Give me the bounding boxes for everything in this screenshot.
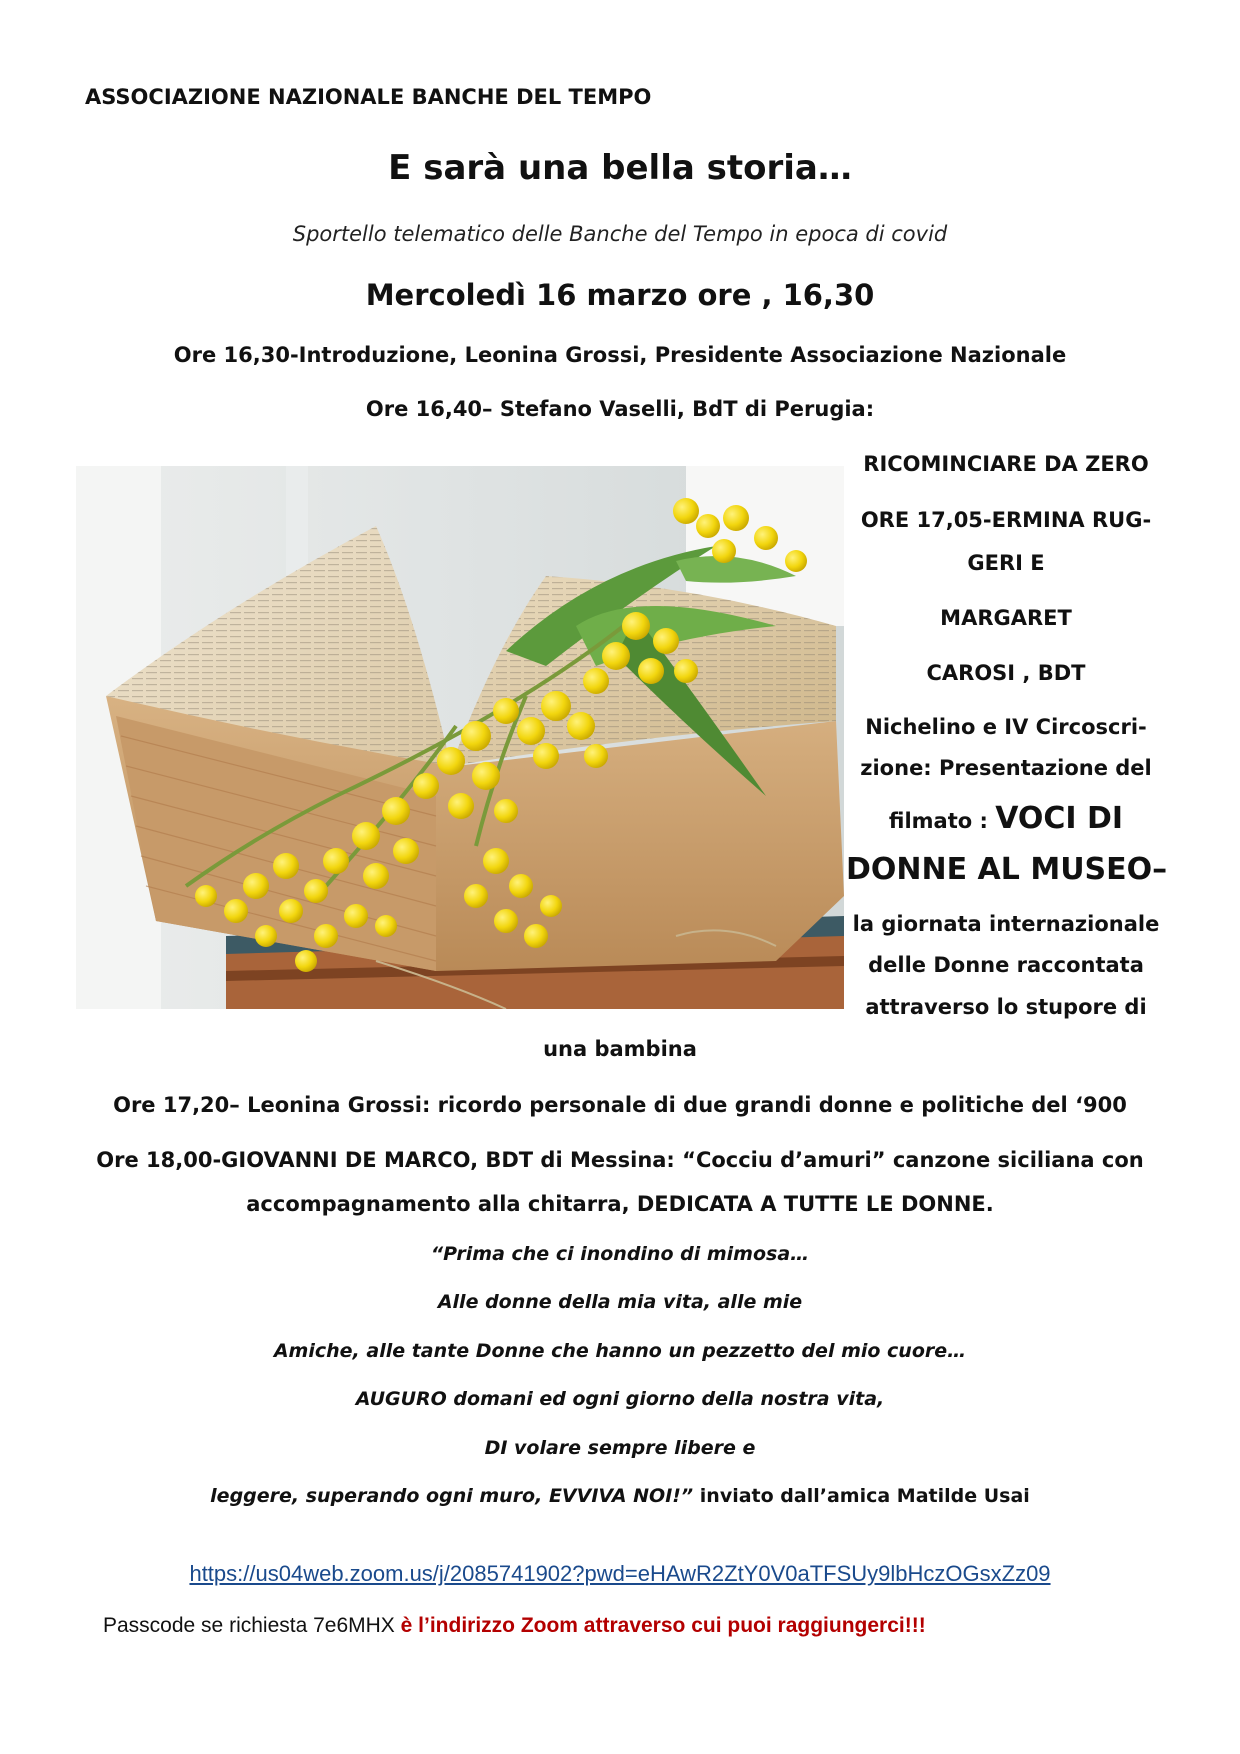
- page-title: E sarà una bella storia…: [388, 148, 852, 188]
- film-prefix: filmato :: [888, 809, 996, 833]
- film-desc-2: delle Donne raccontata: [868, 953, 1144, 977]
- passcode-note: è l’indirizzo Zoom attraverso cui puoi raggiungerci!!!: [400, 1614, 926, 1637]
- program-line-nichelino: Nichelino e IV Circoscri-: [865, 715, 1147, 739]
- event-date: Mercoledì 16 marzo ore , 16,30: [365, 278, 875, 312]
- poem-signature: inviato dall’amica Matilde Usai: [693, 1485, 1030, 1507]
- poem-line-4: AUGURO domani ed ogni giorno della nostra vita,: [355, 1388, 885, 1410]
- program-line-presentazione: zione: Presentazione del: [860, 756, 1152, 780]
- film-title-a: VOCI DI: [995, 801, 1124, 836]
- program-line-demarco-a: Ore 18,00-GIOVANNI DE MARCO, BDT di Messina: “Cocciu d’amuri” canzone siciliana con: [96, 1148, 1144, 1172]
- film-desc-end: una bambina: [543, 1037, 697, 1061]
- program-line-vaselli: Ore 16,40– Stefano Vaselli, BdT di Perugia:: [365, 397, 875, 421]
- program-line-demarco-b: accompagnamento alla chitarra, DEDICATA A TUTTE LE DONNE.: [246, 1192, 994, 1216]
- passcode-line: [103, 1614, 926, 1638]
- program-line-grossi: Ore 17,20– Leonina Grossi: ricordo personale di due grandi donne e politiche del ‘900: [113, 1093, 1127, 1117]
- poem-line-1: “Prima che ci inondino di mimosa…: [430, 1243, 810, 1265]
- book-mimosa-photo: [76, 466, 844, 1009]
- poem-line-2: Alle donne della mia vita, alle mie: [437, 1291, 803, 1313]
- program-line-ruggeri-a: ORE 17,05-ERMINA RUG-: [860, 508, 1152, 532]
- film-desc-3: attraverso lo stupore di: [865, 995, 1147, 1019]
- subtitle: Sportello telematico delle Banche del Tempo in epoca di covid: [292, 222, 948, 246]
- poem-line-5: DI volare sempre libere e: [484, 1437, 756, 1459]
- program-line-margaret: MARGARET: [940, 606, 1072, 630]
- poem-line-6: [0, 1485, 1240, 1507]
- film-title-b: DONNE AL MUSEO–: [846, 852, 1168, 887]
- film-line: [852, 801, 1160, 836]
- program-line-ruggeri-b: GERI E: [967, 551, 1045, 575]
- poem-line-3: Amiche, alle tante Donne che hanno un pezzetto del mio cuore…: [273, 1340, 967, 1362]
- program-line-carosi: CAROSI , BDT: [926, 661, 1086, 685]
- zoom-link[interactable]: https://us04web.zoom.us/j/2085741902?pwd=eHAwR2ZtY0V0aTFSUy9lbHczOGsxZz09: [189, 1561, 1051, 1586]
- passcode-label: Passcode se richiesta 7e6MHX: [103, 1614, 401, 1637]
- film-desc-1: la giornata internazionale: [852, 912, 1160, 936]
- poem-last-line: leggere, superando ogni muro, EVVIVA NOI!”: [210, 1485, 694, 1507]
- program-line-intro: Ore 16,30-Introduzione, Leonina Grossi, Presidente Associazione Nazionale: [173, 343, 1067, 367]
- organization-name: ASSOCIAZIONE NAZIONALE BANCHE DEL TEMPO: [85, 85, 652, 109]
- talk-title-ricominciare: RICOMINCIARE DA ZERO: [863, 452, 1149, 476]
